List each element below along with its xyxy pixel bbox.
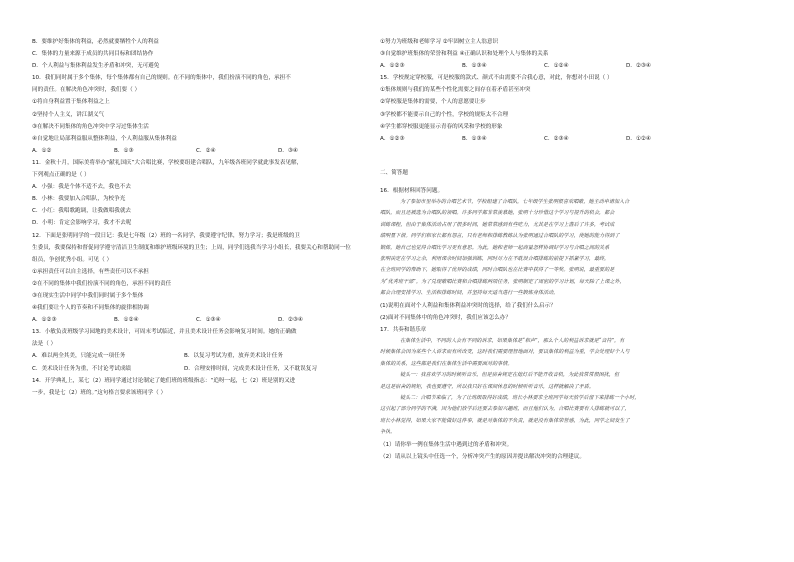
question-stem: 法是（ ） [32,341,57,348]
option-line: B．小林：我要加入合唱队，为校争光 [32,196,126,203]
question-12 [32,230,372,327]
question-stem: 13．小敏负责班级学习园地的美术设计，可周末考试临近，并且美术设计任务会影响复习时间。她的正确做 [32,329,297,336]
question-stem: 14．开学典礼上，某七（2）班同学通过讨论制定了她们班的班级指志：“追呀一起，七（2）班是别的又进 [32,377,296,384]
material-line: 这引起了部分同学的不满，因为他们放学后还要去参加兴趣班，而且他们认为，合唱比赛要有人排练就可以了， [380,406,630,413]
option-b: B．①③④ [462,135,487,142]
answer-options [32,145,372,157]
statement-item: ①集体规则与我们的某些个性化需要之间存在着矛盾甚至冲突 [380,87,531,94]
question-11 [32,157,372,230]
option-d: D．合理安排时间，完成美术设计任务，又不耽误复习 [184,365,317,372]
sub-question: （1）请你举一例在集体生活中遇到过的矛盾和冲突。 [380,441,513,448]
question-13 [32,326,372,374]
left-column [32,36,372,399]
sub-question: (2)面对不同集体中的角色冲突时，我们应该怎么办？ [380,314,511,321]
question-17 [380,324,756,463]
question-15 [380,72,756,145]
question-stem: 11．金秋十月，国际美将举办“献礼国庆”大合唱比赛，学校要组建合唱队，九年级各班同学就此事发表见解， [32,159,303,166]
answer-options [32,363,372,375]
material-line: 时候集体会因为某些个人诉求而有所改变，这时我们需要理智地面对，要以集体的利益为重，学会处理好个人与 [380,349,630,356]
question-stem: 组员，争创优秀小组。可见（ ） [32,256,113,263]
statement-item: ③学校都不能要示自己的个性，学校的规矩太不合理 [380,111,509,118]
material-line: 在集体生活中，不同的人会有不同的诉求，如果集体是“和声”，那么个人的利益诉求就是“音符”，有 [400,337,625,344]
material-line: 都会合理安排学习、生活和排练时间，并坚持每天适当进行一些锻炼身体活动。 [380,290,559,297]
question-10 [32,72,372,157]
question-14 [32,375,372,399]
reading-material [380,336,756,439]
option-line: D．个人利益与集体利益发生矛盾和冲突，无可避免 [32,63,160,70]
option-c: C．①③④ [196,317,221,324]
material-line: 锻炼，她自己也觉得合唱比学习更有意思。为此，她和老师一起商量怎样协调好学习与合唱之间的关系 [380,244,610,251]
question-stem: 12．下面是张明同学的一段日记：我是七年级（2）班的一名同学，我要遵守纪律，努力学习；我是班级的卫 [32,232,300,239]
option-b: B．以复习考试为重，放弃美术设计任务 [184,353,283,360]
option-a: A．①② [32,147,52,154]
right-column [380,36,756,463]
statement-item: ③自觉维护班集体的荣誉和利益 ④正确认识和处理个人与集体的关系 [380,51,549,58]
material-line: 镜头二：合唱节来临了，为了让班级取得好成绩，班长小林要求全班同学每天放学后留下来排练一个小时， [400,395,640,401]
sub-question: (1)说明在面对个人利益和集体利益冲突时的选择，给了我们什么启示？ [380,302,556,309]
question-title: 17．共奏和谐乐章 [380,326,427,333]
option-line: A．小强：我是个体不适不去，我也不去 [32,184,131,191]
question-title: 16．根据材料回答问题。 [380,187,444,194]
material-line: 训练课程，但由于集体活动占用了很多时间，她常常感到有些吃力，尤其是在学习上落后了许多，考试成 [380,221,615,228]
statement-item: ②穿校服是集体的需要，个人的意愿要让步 [380,99,486,106]
option-d: D．②③④ [278,317,303,324]
option-c: C．①②④ [544,63,569,70]
question-stem: 15．学校规定穿校服，可是校服的款式、颜式不由需要不合我心意，对此，你想对小田说（ ） [380,75,613,82]
answer-options [380,133,756,145]
material-line: 是这是宿舍的规矩，我也要遵守，所以我只好在课间休息的时候听听音乐，这样就解决了矛盾。 [380,383,594,390]
statement-item: ①承担责任可以自主选择，有些责任可以不承担 [32,268,149,275]
answer-options [380,60,756,72]
option-b: B．①③ [114,147,134,154]
material-line: 争执。 [380,429,396,436]
material-line: 班长小林觉得，如果大家不能做好这件事，就是对集体的不负责，就是没有集体荣誉感，为此，同学之间发生了 [380,417,630,424]
option-line: B．要维护好集体的利益，必然就要牺牲个人的利益 [32,39,159,45]
option-b: B．①③④ [462,63,487,70]
option-c: C．②③④ [544,135,569,142]
material-line: 为了参加市里举办的合唱艺术节，学校组建了合唱队，七年级学生张明很喜欢唱歌，她主动申请加入合 [400,199,630,206]
option-d: D．①②④ [626,135,651,142]
option-a: A．①②③ [380,135,405,142]
sub-question: （2）请从以上镜头中任选一个，分析冲突产生的原因并提出解决冲突的合理建议。 [380,453,585,460]
option-line: C．集体的力量来源于成员的共同目标和团结协作 [32,51,154,58]
material-line: 张明决定在学习之余，利用课余时间加强训练，同时尽力在不耽误合唱排练的前提下抓紧学习，最终， [380,256,610,263]
statement-item: ①将自身利益置于集体利益之上 [32,99,110,106]
answer-options [32,350,372,362]
statement-item: ②坚持个人主义，讲江湖义气 [32,111,105,118]
material-line: 唱队，而且还被选为合唱队的领唱。许多同学都非常羡慕她，张明十分珍惜这个学习与提升的机会，都会 [380,210,615,217]
option-d: D．②③④ [626,63,651,70]
statement-item: ④学生都穿校服更能显示青春的风采和学校的形象 [380,123,503,130]
material-line: 集体的关系，这些都是我们在集体生活中需要面对的事情。 [380,360,513,367]
reading-material [380,197,756,300]
option-line: D．小明：肯定会影响学习，我才不去呢 [32,220,132,227]
option-c: C．②④ [196,147,216,154]
material-line: 在全班同学的帮助下，她取得了优异的成绩，同时合唱队也在比赛中获得了一等奖。张明说，最重要的是 [380,267,615,274]
question-stem: 下列观点正确的是（ ） [32,172,90,179]
statement-item: ③在现实生活中同学中我们同时属于多个集体 [32,292,144,299]
option-a: A．①②③ [380,63,405,70]
section-heading: 二、简答题 [380,169,408,176]
material-line: 绩明显下滑。同学们和家长都有怨言，只有老师和排练教练认为张明通过合唱队的学习，使她的能力得到了 [380,233,620,240]
option-line: C．小红：我唱歌跑调，让我做唱我就去 [32,208,132,215]
answer-options [32,314,372,326]
material-line: 镜头一：我喜欢学习的时候听音乐，但是宿舍规定在熄灯后不能开收音机，为此我常常很困扰，但 [400,372,620,379]
statement-item: ①努力为班级和老师学习 ②牢固树立主人翁意识 [380,39,499,45]
question-stem: 一步，我是七（2）班的。”这句格言要求该班同学（ ） [32,389,167,396]
material-line: 为“优秀班干部”。为了兑现歌唱比赛和合唱排练两项任务，张明制定了周密的学习计划，每天除了上课之外， [380,278,625,285]
question-stem: 同的责任。在解决角色冲突时，我们要（ ） [32,87,141,94]
question-stem: 生委员，我要保持和督促同学遵守清洁卫生制度和维护班级环境的卫生；上周，同学们选我当学习小组长，我要关心和帮助同一位 [32,244,351,251]
question-stem: 10．我们同时属于多个集体，每个集体都有自己的规则。在不同的集体中，我们扮演不同的角色，承担不 [32,75,291,82]
statement-item: ④我们要让个人的节奏和不同集体的旋律相协调 [32,305,149,312]
statement-item: ④自觉地让局部利益服从整体利益，个人利益服从集体利益 [32,135,177,142]
option-c: C．美术设计任务为重，不讨论考试成绩 [32,365,132,372]
option-a: A．①②③ [32,317,57,324]
statement-item: ③在解决不同集体的角色冲突中学习过集体生活 [32,123,149,130]
option-a: A．难以两全其美，只能完成一项任务 [32,353,126,360]
option-d: D．③④ [278,147,298,154]
question-16 [380,185,756,324]
option-b: B．①②④ [114,317,139,324]
statement-item: ②在不同的集体中我们扮演不同的角色，承担不同的责任 [32,280,172,287]
